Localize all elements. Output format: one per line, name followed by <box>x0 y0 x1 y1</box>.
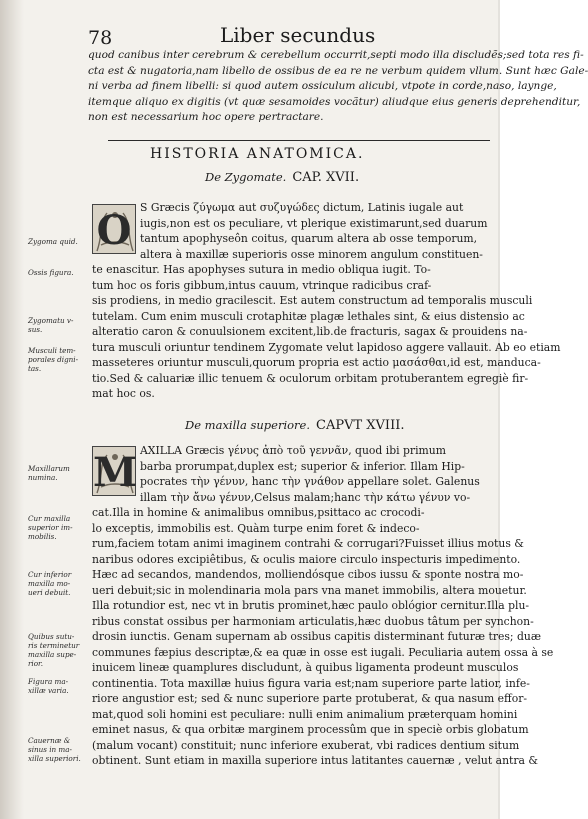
margin-note <box>28 316 84 334</box>
margin-note <box>28 237 84 246</box>
margin-note <box>28 677 84 695</box>
text-line: obtinent. Sunt etiam in maxilla superiore intus latitantes cauernæ , velut antra & <box>92 754 538 767</box>
text-line: sis prodiens, in medio gracilescit. Est autem constructum ad temporalis musculi <box>92 294 533 307</box>
text-line: continentia. Tota maxillæ huius figura varia est;nam superiore parte latior, infe- <box>92 676 530 690</box>
note-line: sus. <box>28 325 43 334</box>
text-line: lo exceptis, immobilis est. Quàm turpe enim foret & indeco- <box>92 521 420 535</box>
note-line: xillæ varia. <box>28 686 69 695</box>
text-line: tutelam. Cum enim musculi crotaphitæ plagæ lethales sint, & eius distensio ac <box>92 309 525 323</box>
chapter-title: De Zygomate. <box>205 170 287 184</box>
note-line: ris terminetur <box>28 641 80 650</box>
text-line: ribus constat ossibus per harmoniam articulatis,hæc duobus tâtum per synchon- <box>92 614 534 628</box>
margin-note <box>28 514 84 541</box>
margin-note <box>28 570 84 597</box>
chapter-title: De maxilla superiore. <box>185 418 311 432</box>
initial-letter: M <box>93 449 138 496</box>
text-line: tio.Sed & caluariæ illic tenuem & oculorum orbitam protuberantem egregiè fir- <box>92 371 529 385</box>
text-line: alteratio caron & conuulsionem excitent,lib.de fracturis, sagax & prouidens na- <box>92 325 528 338</box>
chapter-heading-18 <box>185 418 404 433</box>
text-line: non est necessarium hoc opere pertractare. <box>88 111 324 124</box>
note-line: numina. <box>28 473 58 482</box>
text-line: riore angustior est; sed & nunc superiore parte protuberat, & qua nasum effor- <box>92 692 528 705</box>
chapter-number: CAPVT XVIII. <box>316 418 405 433</box>
text-line: mat hoc os. <box>92 387 155 400</box>
text-line: masseteres oriuntur musculi,quorum propria est actio μασάσθαι,id est, manduca- <box>92 356 541 369</box>
running-head: Liber secundus <box>220 23 376 47</box>
text-line: drosin iunctis. Genam supernam ab ossibus capitis disterminant futuræ tres; duæ <box>92 630 542 643</box>
note-line: Zygomatu v- <box>28 316 74 325</box>
note-line: porales digni- <box>28 355 79 364</box>
text-line: Hæc ad secandos, mandendos, molliendósque cibos iussu & sponte nostra mo- <box>92 568 524 581</box>
note-line: Cur inferior <box>28 570 72 579</box>
text-line: naribus odores excipiêtibus, & oculis maiore circulo inspecturis impedimento. <box>92 552 521 566</box>
note-line: tas. <box>28 364 42 373</box>
note-line: Cauernæ & <box>28 736 71 745</box>
margin-note <box>28 736 84 763</box>
section-title: HISTORIA ANATOMICA. <box>150 146 365 162</box>
binding-gutter <box>0 0 24 819</box>
text-line: itemque aliquo ex digitis (vt quæ sesamoides vocãtur) aliudque eius generis deprehenditur, <box>88 95 581 108</box>
text-line: eminet nasus, & qua orbitæ marginem processûm que in speciè orbis globatum <box>92 723 529 736</box>
note-line: xilla superiori. <box>28 754 81 763</box>
initial-letter: O <box>96 207 132 254</box>
note-line: maxilla mo- <box>28 579 71 588</box>
note-line: rior. <box>28 659 43 668</box>
text-line: mat,quod soli homini est peculiare: nulli enim animalium præterquam homini <box>92 707 518 721</box>
text-line: inuicem lineæ quamplures discludunt, à quibus ligamenta prodeunt musculos <box>92 661 519 674</box>
text-line: AXILLA Græcis γένυς ἀπὸ τοῦ γεννᾶν, quod ibi primum <box>140 444 446 457</box>
note-line: sinus in ma- <box>28 745 72 754</box>
note-line: superior im- <box>28 523 73 532</box>
note-line: Musculi tem- <box>28 346 76 355</box>
text-line: quod canibus inter cerebrum & cerebellum occurrit,septi modo illa discludẽs;sed tota res fi- <box>88 49 584 61</box>
note-line: Zygoma quid. <box>28 237 78 246</box>
margin-note <box>28 632 84 668</box>
note-line: Cur maxilla <box>28 514 71 523</box>
text-line: pocrates τὴν γένυν, hanc τὴν γνάθον appellare solet. Galenus <box>140 475 480 488</box>
note-line: Quibus sutu- <box>28 632 75 641</box>
text-line: ni verba ad finem libelli: si quod autem ossiculum alicubi, vtpote in corde,naso, laynge, <box>88 80 557 93</box>
chapter-17-text <box>92 200 561 402</box>
text-line: (malum vocant) constituit; nunc inferiore exuberat, vbi radices dentium situm <box>92 738 520 752</box>
text-line: altera à maxillæ superioris osse minorem angulum constituen- <box>140 247 483 261</box>
chapter-heading-17 <box>205 170 359 185</box>
note-line: maxilla supe- <box>28 650 77 659</box>
text-line: tum hoc os foris gibbum,intus cauum, vtrinque radicibus craf- <box>92 278 432 292</box>
margin-note <box>28 268 84 277</box>
chapter-number: CAP. XVII. <box>292 170 360 185</box>
text-line: communes fæpius descriptæ,& ea quæ in osse est iugali. Peculiaria autem ossa à se <box>92 645 554 659</box>
page-number: 78 <box>88 27 113 49</box>
text-line: barba prorumpat,duplex est; superior & inferior. Illam Hip- <box>140 459 465 473</box>
chapter-18-text <box>92 443 554 769</box>
text-line: ueri debuit;sic in molendinaria mola pars vna manet immobilis, altera mouetur. <box>92 583 527 597</box>
section-rule <box>108 140 490 141</box>
intro-paragraph <box>88 48 588 126</box>
text-line: illam τὴν ἄνω γένυν,Celsus malam;hanc τὴν κάτω γένυν vo- <box>140 490 471 504</box>
text-line: tura musculi oriuntur tendinem Zygomate velut lapidoso aggere vallauit. Ab eo etiam <box>92 340 561 354</box>
note-line: ueri debuit. <box>28 588 71 597</box>
text-line: S Græcis ζύγωμα aut συζυγώδες dictum, Latinis iugale aut <box>140 201 464 214</box>
text-line: tantum apophyseôn coitus, quarum altera ab osse temporum, <box>140 232 478 245</box>
text-line: cta est & nugatoria,nam libello de ossibus de ea re ne verbum quidem vllum. Sunt hæc Gale- <box>88 64 588 77</box>
note-line: Figura ma- <box>28 677 69 686</box>
margin-note <box>28 464 84 482</box>
text-line: iugis,non est os peculiare, vt plerique existimarunt,sed duarum <box>140 216 488 230</box>
margin-note <box>28 346 84 373</box>
note-line: Ossis figura. <box>28 268 74 277</box>
note-line: mobilis. <box>28 532 57 541</box>
text-line: Illa rotundior est, nec vt in brutis prominet,hæc paulo oblógior cernitur.Illa plu- <box>92 599 530 612</box>
text-line: rum,faciem totam animi imaginem contrahi & corrugari?Fuisset illius motus & <box>92 537 524 550</box>
text-line: te enascitur. Has apophyses sutura in medio obliqua iugit. To- <box>92 263 431 276</box>
text-line: cat.Illa in homine & animalibus omnibus,psittaco ac crocodi- <box>92 506 425 519</box>
note-line: Maxillarum <box>28 464 70 473</box>
